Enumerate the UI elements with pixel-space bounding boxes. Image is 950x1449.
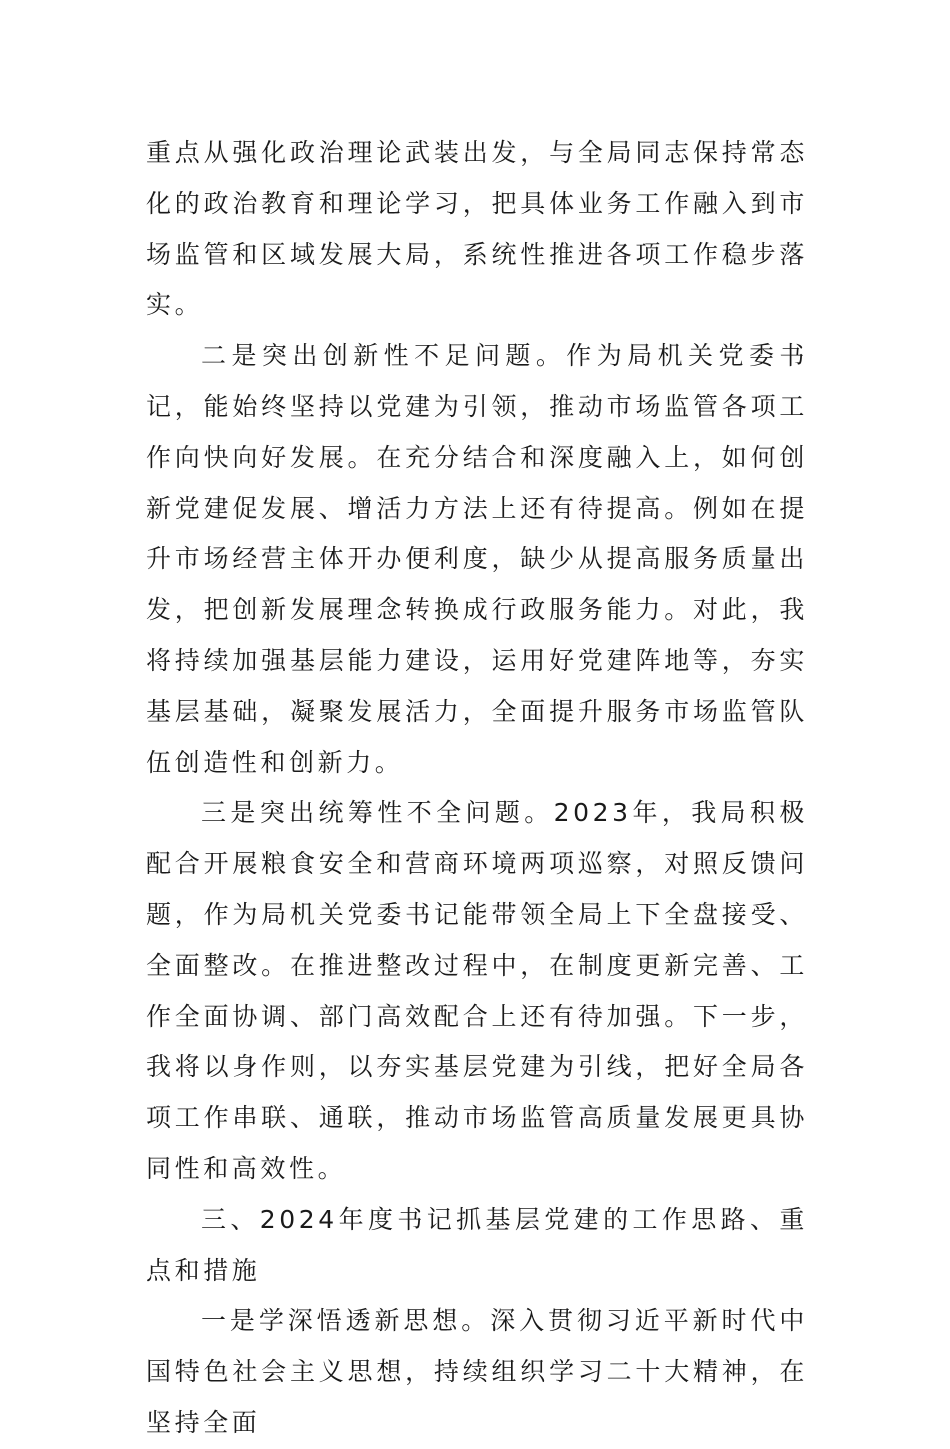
document-body — [146, 128, 808, 1449]
section-heading-2024-plan: 三、2024年度书记抓基层党建的工作思路、重点和措施 — [146, 1204, 808, 1285]
paragraph-continuation: 重点从强化政治理论武装出发，与全局同志保持常态化的政治教育和理论学习，把具体业务工作融入到市场监管和区域发展大局，系统性推进各项工作稳步落实。 — [146, 138, 808, 320]
paragraph-study-thought: 一是学深悟透新思想。深入贯彻习近平新时代中国特色社会主义思想，持续组织学习二十大精神，在坚持全面 — [146, 1306, 808, 1437]
paragraph-innovation-issue: 二是突出创新性不足问题。作为局机关党委书记，能始终坚持以党建为引领，推动市场监管各项工作向快向好发展。在充分结合和深度融入上，如何创新党建促发展、增活力方法上还有待提高。例如在提升市场经营主体开办便利度，缺少从提高服务质量出发，把创新发展理念转换成行政服务能力。对此，我将持续加强基层能力建设，运用好党建阵地等，夯实基层基础，凝聚发展活力，全面提升服务市场监管队伍创造性和创新力。 — [146, 341, 808, 777]
paragraph-coordination-issue: 三是突出统筹性不全问题。2023年，我局积极配合开展粮食安全和营商环境两项巡察，对照反馈问题，作为局机关党委书记能带领全局上下全盘接受、全面整改。在推进整改过程中，在制度更新完善、工作全面协调、部门高效配合上还有待加强。下一步，我将以身作则，以夯实基层党建为引线，把好全局各项工作串联、通联，推动市场监管高质量发展更具协同性和高效性。 — [146, 798, 808, 1183]
